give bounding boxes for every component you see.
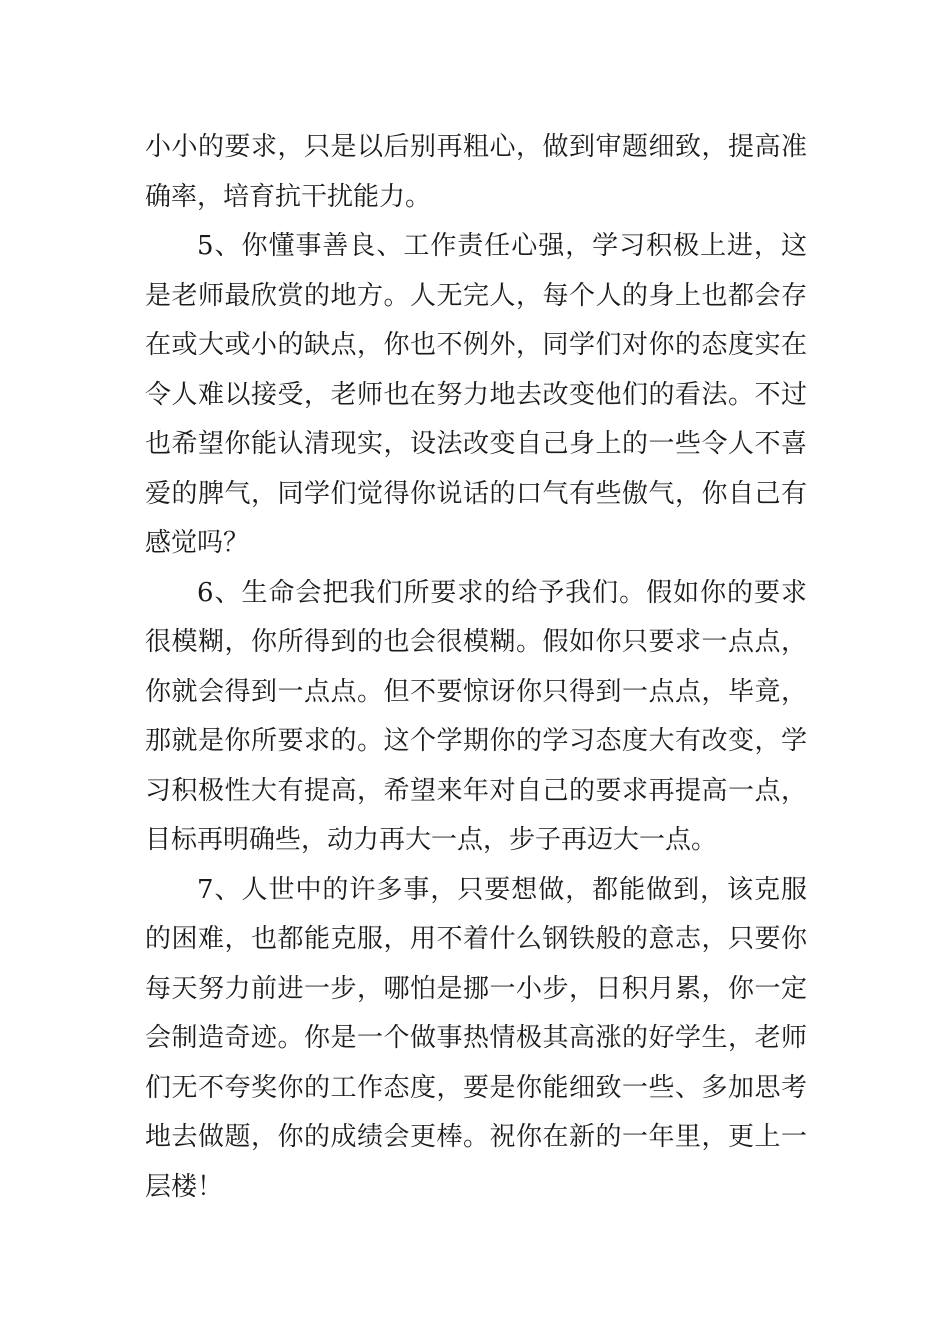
document-body <box>145 123 807 1212</box>
paragraph-item-6: 6、生命会把我们所要求的给予我们。假如你的要求很模糊，你所得到的也会很模糊。假如你只要求一点点，你就会得到一点点。但不要惊讶你只得到一点点，毕竟，那就是你所要求的。这个学期你的学习态度大有改变，学习积极性大有提高，希望来年对自己的要求再提高一点，目标再明确些，动力再大一点，步子再迈大一点。 <box>145 577 807 855</box>
paragraph-continuation: 小小的要求，只是以后别再粗心，做到审题细致，提高准确率，培育抗干扰能力。 <box>145 132 807 212</box>
paragraph-item-7: 7、人世中的许多事，只要想做，都能做到，该克服的困难，也都能克服，用不着什么钢铁般的意志，只要你每天努力前进一步，哪怕是挪一小步，日积月累，你一定会制造奇迹。你是一个做事热情极其高涨的好学生，老师们无不夸奖你的工作态度，要是你能细致一些、多加思考地去做题，你的成绩会更棒。祝你在新的一年里，更上一层楼！ <box>145 874 807 1202</box>
paragraph-item-5: 5、你懂事善良、工作责任心强，学习积极上进，这是老师最欣赏的地方。人无完人，每个人的身上也都会存在或大或小的缺点，你也不例外，同学们对你的态度实在令人难以接受，老师也在努力地去改变他们的看法。不过也希望你能认清现实，设法改变自己身上的一些令人不喜爱的脾气，同学们觉得你说话的口气有些傲气，你自己有感觉吗？ <box>145 231 807 558</box>
